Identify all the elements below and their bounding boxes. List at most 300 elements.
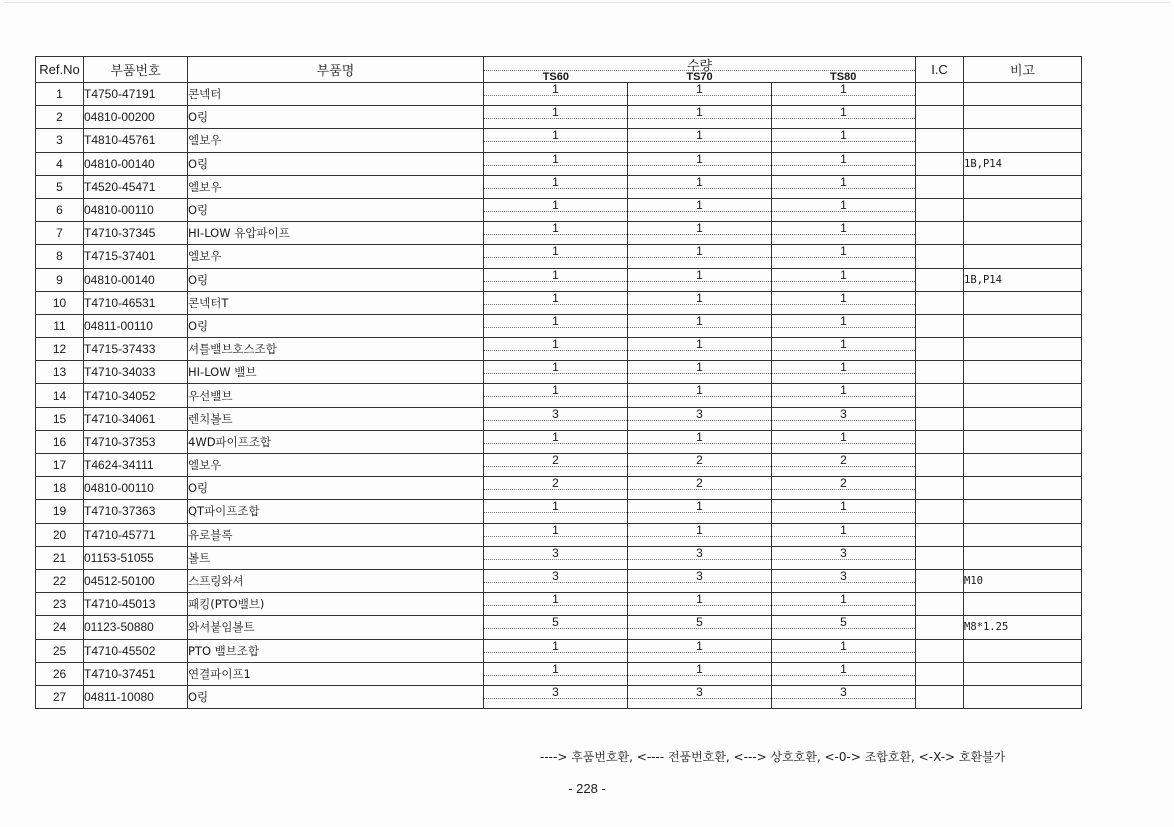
cell-qty-ts70 (628, 222, 772, 245)
cell-qty-ts60 (484, 639, 628, 662)
header-model-ts60: TS60 (542, 71, 569, 83)
cell-qty-ts70 (628, 175, 772, 198)
cell-qty-ts80 (772, 384, 916, 407)
cell-qty-ts70 (628, 685, 772, 708)
cell-ref-no: 17 (36, 454, 84, 477)
qty-value: 1 (628, 338, 771, 351)
cell-qty-ts80 (772, 616, 916, 639)
cell-qty-ts60 (484, 314, 628, 337)
cell-ref-no: 5 (36, 175, 84, 198)
header-part-name: 부품명 (188, 57, 484, 83)
qty-value: 1 (772, 663, 915, 676)
cell-part-name: O링 (188, 685, 484, 708)
qty-value: 2 (772, 477, 915, 490)
cell-part-name: 우선밸브 (188, 384, 484, 407)
cell-part-no: T4710-37451 (84, 662, 188, 685)
cell-remark (964, 83, 1082, 106)
cell-part-name: 4WD파이프조합 (188, 430, 484, 453)
qty-value: 1 (484, 199, 627, 212)
header-ref-no: Ref.No (36, 57, 84, 83)
cell-qty-ts80 (772, 338, 916, 361)
cell-part-no: 04810-00110 (84, 477, 188, 500)
cell-ref-no: 10 (36, 291, 84, 314)
cell-qty-ts60 (484, 616, 628, 639)
cell-ic (916, 268, 964, 291)
table-row (36, 593, 1082, 616)
cell-remark (964, 314, 1082, 337)
cell-qty-ts60 (484, 106, 628, 129)
cell-ic (916, 616, 964, 639)
cell-part-no: T4710-46531 (84, 291, 188, 314)
qty-value: 1 (628, 199, 771, 212)
cell-qty-ts80 (772, 593, 916, 616)
cell-ref-no: 16 (36, 430, 84, 453)
header-qty (484, 57, 916, 83)
cell-remark (964, 593, 1082, 616)
cell-ref-no: 27 (36, 685, 84, 708)
cell-remark (964, 106, 1082, 129)
cell-remark (964, 407, 1082, 430)
cell-qty-ts70 (628, 129, 772, 152)
cell-qty-ts80 (772, 175, 916, 198)
cell-remark (964, 338, 1082, 361)
cell-ref-no: 26 (36, 662, 84, 685)
cell-qty-ts70 (628, 477, 772, 500)
cell-remark: 1B,P14 (964, 152, 1082, 175)
table-row (36, 384, 1082, 407)
cell-ic (916, 569, 964, 592)
cell-part-no: T4624-34111 (84, 454, 188, 477)
cell-qty-ts70 (628, 361, 772, 384)
table-row (36, 175, 1082, 198)
cell-qty-ts80 (772, 546, 916, 569)
qty-value: 1 (628, 153, 771, 166)
cell-qty-ts60 (484, 593, 628, 616)
table-row (36, 314, 1082, 337)
qty-value: 1 (484, 524, 627, 537)
cell-ref-no: 15 (36, 407, 84, 430)
cell-qty-ts80 (772, 361, 916, 384)
cell-part-name: 와셔붙임볼트 (188, 616, 484, 639)
table-row (36, 500, 1082, 523)
qty-value: 1 (772, 106, 915, 119)
cell-qty-ts80 (772, 198, 916, 221)
table-body (36, 83, 1082, 709)
qty-value: 1 (772, 593, 915, 606)
header-model-ts70: TS70 (686, 71, 713, 83)
cell-remark (964, 454, 1082, 477)
table-row (36, 546, 1082, 569)
cell-part-no: T4710-45013 (84, 593, 188, 616)
cell-qty-ts70 (628, 152, 772, 175)
cell-part-no: 04810-00200 (84, 106, 188, 129)
cell-part-no: T4710-34052 (84, 384, 188, 407)
qty-value: 1 (772, 384, 915, 397)
cell-part-name: O링 (188, 268, 484, 291)
qty-value: 1 (628, 176, 771, 189)
cell-remark (964, 291, 1082, 314)
cell-part-no: 04811-10080 (84, 685, 188, 708)
cell-qty-ts70 (628, 616, 772, 639)
cell-ref-no: 21 (36, 546, 84, 569)
cell-part-name: 렌치볼트 (188, 407, 484, 430)
qty-value: 1 (628, 384, 771, 397)
cell-qty-ts60 (484, 500, 628, 523)
cell-qty-ts70 (628, 407, 772, 430)
cell-ref-no: 24 (36, 616, 84, 639)
cell-part-name: HI-LOW 밸브 (188, 361, 484, 384)
cell-part-no: T4810-45761 (84, 129, 188, 152)
qty-value: 1 (484, 292, 627, 305)
cell-remark (964, 222, 1082, 245)
cell-ref-no: 25 (36, 639, 84, 662)
cell-qty-ts70 (628, 523, 772, 546)
qty-value: 1 (484, 593, 627, 606)
cell-qty-ts70 (628, 639, 772, 662)
qty-value: 3 (628, 570, 771, 583)
cell-part-name: HI-LOW 유압파이프 (188, 222, 484, 245)
cell-qty-ts60 (484, 83, 628, 106)
qty-value: 1 (628, 129, 771, 142)
table-row (36, 152, 1082, 175)
cell-qty-ts80 (772, 500, 916, 523)
table-row (36, 407, 1082, 430)
qty-value: 1 (484, 129, 627, 142)
cell-qty-ts60 (484, 569, 628, 592)
cell-part-name: O링 (188, 152, 484, 175)
qty-value: 1 (484, 384, 627, 397)
qty-value: 1 (484, 83, 627, 96)
qty-value: 1 (628, 106, 771, 119)
qty-value: 1 (484, 361, 627, 374)
table-header (36, 57, 1082, 83)
qty-value: 1 (484, 176, 627, 189)
cell-qty-ts70 (628, 454, 772, 477)
cell-part-no: 01123-50880 (84, 616, 188, 639)
table-row (36, 639, 1082, 662)
qty-value: 3 (772, 570, 915, 583)
qty-value: 1 (628, 524, 771, 537)
cell-part-no: T4710-37353 (84, 430, 188, 453)
cell-qty-ts60 (484, 407, 628, 430)
cell-part-no: T4715-37401 (84, 245, 188, 268)
cell-ic (916, 500, 964, 523)
qty-value: 1 (484, 269, 627, 282)
qty-value: 1 (628, 593, 771, 606)
qty-value: 1 (772, 315, 915, 328)
cell-ic (916, 152, 964, 175)
table-row (36, 569, 1082, 592)
header-model-ts80: TS80 (830, 71, 857, 83)
cell-part-no: T4715-37433 (84, 338, 188, 361)
parts-table (35, 56, 1082, 709)
qty-value: 2 (484, 454, 627, 467)
cell-qty-ts80 (772, 430, 916, 453)
cell-ic (916, 407, 964, 430)
qty-value: 1 (628, 83, 771, 96)
cell-remark: M8*1.25 (964, 616, 1082, 639)
cell-remark (964, 361, 1082, 384)
qty-value: 2 (484, 477, 627, 490)
cell-qty-ts60 (484, 152, 628, 175)
table-row (36, 83, 1082, 106)
cell-part-name: 연결파이프1 (188, 662, 484, 685)
cell-remark (964, 198, 1082, 221)
cell-part-name: PTO 밸브조합 (188, 639, 484, 662)
cell-part-name: O링 (188, 314, 484, 337)
cell-remark (964, 685, 1082, 708)
qty-value: 1 (772, 83, 915, 96)
table-row (36, 616, 1082, 639)
cell-part-no: T4710-37363 (84, 500, 188, 523)
cell-qty-ts80 (772, 569, 916, 592)
cell-part-name: QT파이프조합 (188, 500, 484, 523)
page-number: - 228 - (568, 781, 606, 796)
cell-qty-ts80 (772, 291, 916, 314)
qty-value: 3 (772, 686, 915, 699)
qty-value: 1 (628, 431, 771, 444)
qty-value: 2 (628, 454, 771, 467)
qty-value: 1 (772, 129, 915, 142)
table-row (36, 222, 1082, 245)
table-row (36, 454, 1082, 477)
cell-remark: 1B,P14 (964, 268, 1082, 291)
qty-value: 1 (484, 663, 627, 676)
cell-part-name: 엘보우 (188, 129, 484, 152)
cell-ic (916, 454, 964, 477)
qty-value: 2 (628, 477, 771, 490)
qty-value: 1 (772, 524, 915, 537)
cell-remark (964, 523, 1082, 546)
cell-qty-ts70 (628, 384, 772, 407)
cell-ref-no: 13 (36, 361, 84, 384)
header-remark: 비고 (964, 57, 1082, 83)
qty-value: 1 (628, 500, 771, 513)
cell-qty-ts80 (772, 477, 916, 500)
cell-part-name: O링 (188, 198, 484, 221)
cell-ref-no: 9 (36, 268, 84, 291)
cell-qty-ts60 (484, 175, 628, 198)
cell-part-name: 볼트 (188, 546, 484, 569)
cell-qty-ts60 (484, 361, 628, 384)
cell-qty-ts60 (484, 523, 628, 546)
cell-qty-ts60 (484, 338, 628, 361)
cell-ref-no: 20 (36, 523, 84, 546)
cell-part-name: 유로블록 (188, 523, 484, 546)
qty-value: 1 (628, 245, 771, 258)
table-row (36, 477, 1082, 500)
cell-part-no: 04512-50100 (84, 569, 188, 592)
qty-value: 1 (484, 500, 627, 513)
cell-ic (916, 106, 964, 129)
cell-qty-ts60 (484, 546, 628, 569)
cell-qty-ts80 (772, 639, 916, 662)
qty-value: 1 (772, 431, 915, 444)
cell-ic (916, 384, 964, 407)
qty-value: 3 (772, 547, 915, 560)
cell-qty-ts80 (772, 222, 916, 245)
cell-qty-ts70 (628, 291, 772, 314)
qty-value: 3 (484, 686, 627, 699)
cell-ref-no: 14 (36, 384, 84, 407)
cell-part-no: T4520-45471 (84, 175, 188, 198)
cell-part-no: T4750-47191 (84, 83, 188, 106)
cell-part-no: T4710-34033 (84, 361, 188, 384)
cell-part-name: 콘넥터T (188, 291, 484, 314)
cell-ic (916, 175, 964, 198)
cell-part-no: 04810-00140 (84, 268, 188, 291)
cell-remark (964, 129, 1082, 152)
cell-part-name: 패킹(PTO밸브) (188, 593, 484, 616)
cell-qty-ts70 (628, 430, 772, 453)
qty-value: 1 (628, 361, 771, 374)
table-row (36, 291, 1082, 314)
cell-qty-ts70 (628, 268, 772, 291)
cell-qty-ts80 (772, 685, 916, 708)
cell-remark: M10 (964, 569, 1082, 592)
qty-value: 1 (484, 315, 627, 328)
cell-part-name: 엘보우 (188, 175, 484, 198)
cell-part-no: T4710-45771 (84, 523, 188, 546)
cell-qty-ts70 (628, 198, 772, 221)
table-row (36, 685, 1082, 708)
qty-value: 3 (628, 408, 771, 421)
cell-ref-no: 1 (36, 83, 84, 106)
cell-qty-ts60 (484, 268, 628, 291)
cell-qty-ts60 (484, 430, 628, 453)
qty-value: 1 (484, 106, 627, 119)
cell-part-name: 콘넥터 (188, 83, 484, 106)
cell-ic (916, 593, 964, 616)
cell-ref-no: 22 (36, 569, 84, 592)
cell-ic (916, 222, 964, 245)
qty-value: 2 (772, 454, 915, 467)
cell-qty-ts60 (484, 384, 628, 407)
qty-value: 1 (628, 663, 771, 676)
cell-ref-no: 8 (36, 245, 84, 268)
table-row (36, 662, 1082, 685)
cell-part-no: T4710-37345 (84, 222, 188, 245)
qty-value: 1 (484, 338, 627, 351)
qty-value: 5 (628, 616, 771, 629)
qty-value: 1 (772, 269, 915, 282)
cell-ic (916, 314, 964, 337)
cell-qty-ts60 (484, 477, 628, 500)
qty-value: 5 (772, 616, 915, 629)
cell-ic (916, 245, 964, 268)
table-row (36, 430, 1082, 453)
qty-value: 5 (484, 616, 627, 629)
header-ic: I.C (916, 57, 964, 83)
qty-value: 3 (772, 408, 915, 421)
cell-part-name: 엘보우 (188, 245, 484, 268)
qty-value: 1 (628, 222, 771, 235)
cell-part-no: 04810-00140 (84, 152, 188, 175)
cell-part-no: T4710-34061 (84, 407, 188, 430)
cell-qty-ts60 (484, 129, 628, 152)
cell-part-name: 엘보우 (188, 454, 484, 477)
cell-qty-ts80 (772, 662, 916, 685)
cell-remark (964, 639, 1082, 662)
qty-value: 1 (772, 199, 915, 212)
cell-remark (964, 430, 1082, 453)
cell-qty-ts60 (484, 662, 628, 685)
cell-qty-ts70 (628, 245, 772, 268)
cell-qty-ts80 (772, 407, 916, 430)
qty-value: 1 (484, 431, 627, 444)
cell-qty-ts60 (484, 245, 628, 268)
qty-value: 1 (772, 361, 915, 374)
cell-remark (964, 500, 1082, 523)
cell-part-name: 스프링와셔 (188, 569, 484, 592)
qty-value: 1 (628, 292, 771, 305)
qty-value: 3 (484, 547, 627, 560)
cell-ic (916, 546, 964, 569)
cell-ic (916, 83, 964, 106)
cell-ref-no: 6 (36, 198, 84, 221)
table-row (36, 129, 1082, 152)
table-row (36, 198, 1082, 221)
cell-qty-ts70 (628, 83, 772, 106)
cell-part-name: O링 (188, 106, 484, 129)
qty-value: 3 (628, 686, 771, 699)
cell-ic (916, 198, 964, 221)
cell-ic (916, 477, 964, 500)
cell-qty-ts80 (772, 106, 916, 129)
cell-remark (964, 546, 1082, 569)
cell-qty-ts70 (628, 314, 772, 337)
qty-value: 1 (772, 222, 915, 235)
cell-ic (916, 129, 964, 152)
cell-part-name: O링 (188, 477, 484, 500)
table-row (36, 361, 1082, 384)
cell-qty-ts70 (628, 338, 772, 361)
qty-value: 1 (484, 640, 627, 653)
cell-qty-ts80 (772, 83, 916, 106)
cell-qty-ts60 (484, 685, 628, 708)
cell-ref-no: 19 (36, 500, 84, 523)
cell-ic (916, 523, 964, 546)
cell-qty-ts80 (772, 152, 916, 175)
cell-part-no: 04811-00110 (84, 314, 188, 337)
cell-part-no: 01153-51055 (84, 546, 188, 569)
qty-value: 1 (772, 640, 915, 653)
cell-qty-ts60 (484, 222, 628, 245)
cell-remark (964, 477, 1082, 500)
qty-value: 1 (628, 315, 771, 328)
cell-ic (916, 639, 964, 662)
qty-value: 1 (484, 222, 627, 235)
table-row (36, 106, 1082, 129)
cell-part-no: T4710-45502 (84, 639, 188, 662)
cell-qty-ts80 (772, 454, 916, 477)
cell-qty-ts80 (772, 314, 916, 337)
cell-ic (916, 662, 964, 685)
qty-value: 1 (772, 292, 915, 305)
cell-qty-ts70 (628, 500, 772, 523)
table-row (36, 523, 1082, 546)
qty-value: 3 (628, 547, 771, 560)
cell-ref-no: 7 (36, 222, 84, 245)
qty-value: 1 (772, 500, 915, 513)
qty-value: 3 (484, 570, 627, 583)
cell-ref-no: 3 (36, 129, 84, 152)
table-row (36, 338, 1082, 361)
cell-qty-ts80 (772, 523, 916, 546)
qty-value: 1 (772, 153, 915, 166)
cell-ref-no: 4 (36, 152, 84, 175)
cell-qty-ts60 (484, 454, 628, 477)
